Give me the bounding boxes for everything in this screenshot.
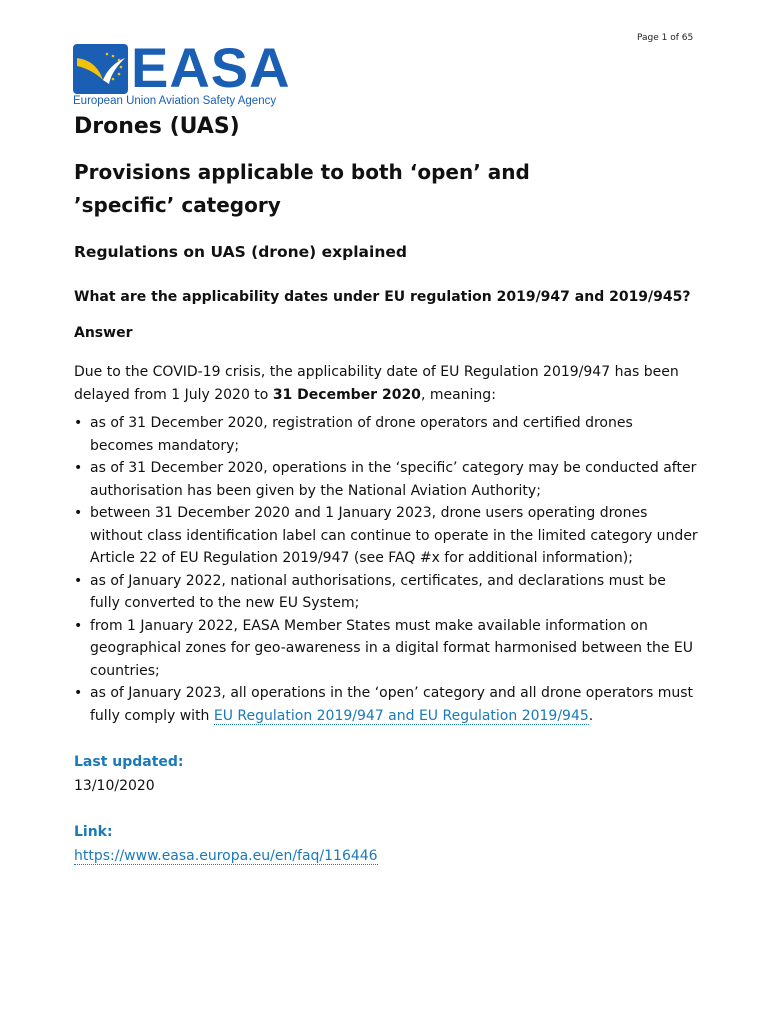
intro-bold-date: 31 December 2020: [272, 386, 421, 403]
list-item-text: as of January 2023, all operations in the ‘open’ category and all drone operators must fully comply with: [90, 685, 694, 724]
eu-regulation-link[interactable]: EU Regulation 2019/947 and EU Regulation 2019/945: [213, 707, 589, 724]
list-item-text: between 31 December 2020 and 1 January 2023, drone users operating drones without class identification label can continue to operate in the limited category under Article 22 of EU Regulation 2019/947 (see FAQ #x for additional information);: [90, 505, 698, 566]
list-item: [74, 570, 699, 615]
bullet-icon: •: [74, 572, 83, 589]
logo-wordmark: EASA: [131, 36, 291, 99]
list-item: [74, 412, 699, 457]
list-item: [74, 502, 699, 570]
list-item: [74, 457, 699, 502]
answer-intro: [74, 361, 699, 406]
list-item-text: as of 31 December 2020, operations in the ‘specific’ category may be conducted after authorisation has been given by the National Aviation Authority;: [90, 460, 697, 499]
faq-content: [74, 112, 699, 867]
list-item-text: as of 31 December 2020, registration of drone operators and certified drones becomes mandatory;: [90, 415, 633, 454]
bullet-icon: •: [74, 460, 83, 476]
easa-logo[interactable]: [73, 36, 291, 110]
bullet-icon: •: [74, 685, 83, 701]
bullet-icon: •: [74, 505, 83, 521]
section-heading: Regulations on UAS (drone) explained: [74, 243, 407, 261]
last-updated-date: 13/10/2020: [74, 778, 155, 794]
easa-bird-emblem-icon: [73, 44, 128, 94]
page-number: Page 1 of 65: [637, 33, 694, 43]
last-updated-label: Last updated:: [74, 754, 184, 770]
applicability-list: [74, 412, 699, 727]
answer-label: Answer: [74, 325, 133, 341]
faq-url-link[interactable]: https://www.easa.europa.eu/en/faq/116446: [74, 848, 378, 864]
logo-tagline: European Union Aviation Safety Agency: [73, 95, 277, 107]
list-item-text: as of January 2022, national authorisations, certificates, and declarations must be fully converted to the new EU System;: [90, 572, 666, 611]
list-item: [74, 615, 699, 683]
page-title: Drones (UAS): [74, 114, 240, 139]
list-item-end: .: [588, 707, 594, 724]
list-item-text: from 1 January 2022, EASA Member States must make available information on geographical zones for geo-awareness in a digital format harmonised between the EU countries;: [90, 617, 694, 679]
faq-question: What are the applicability dates under EU regulation 2019/947 and 2019/945?: [74, 289, 691, 305]
list-item: [74, 682, 699, 727]
bullet-icon: •: [74, 415, 83, 431]
bullet-icon: •: [74, 617, 83, 634]
intro-text: Due to the COVID-19 crisis, the applicability date of EU Regulation 2019/947 has been delayed from 1 July 2020 to: [74, 364, 679, 403]
intro-text-end: , meaning:: [420, 386, 496, 403]
link-label: Link:: [74, 824, 113, 840]
page-subtitle: Provisions applicable to both ‘open’ and ’specific’ category: [74, 160, 530, 217]
